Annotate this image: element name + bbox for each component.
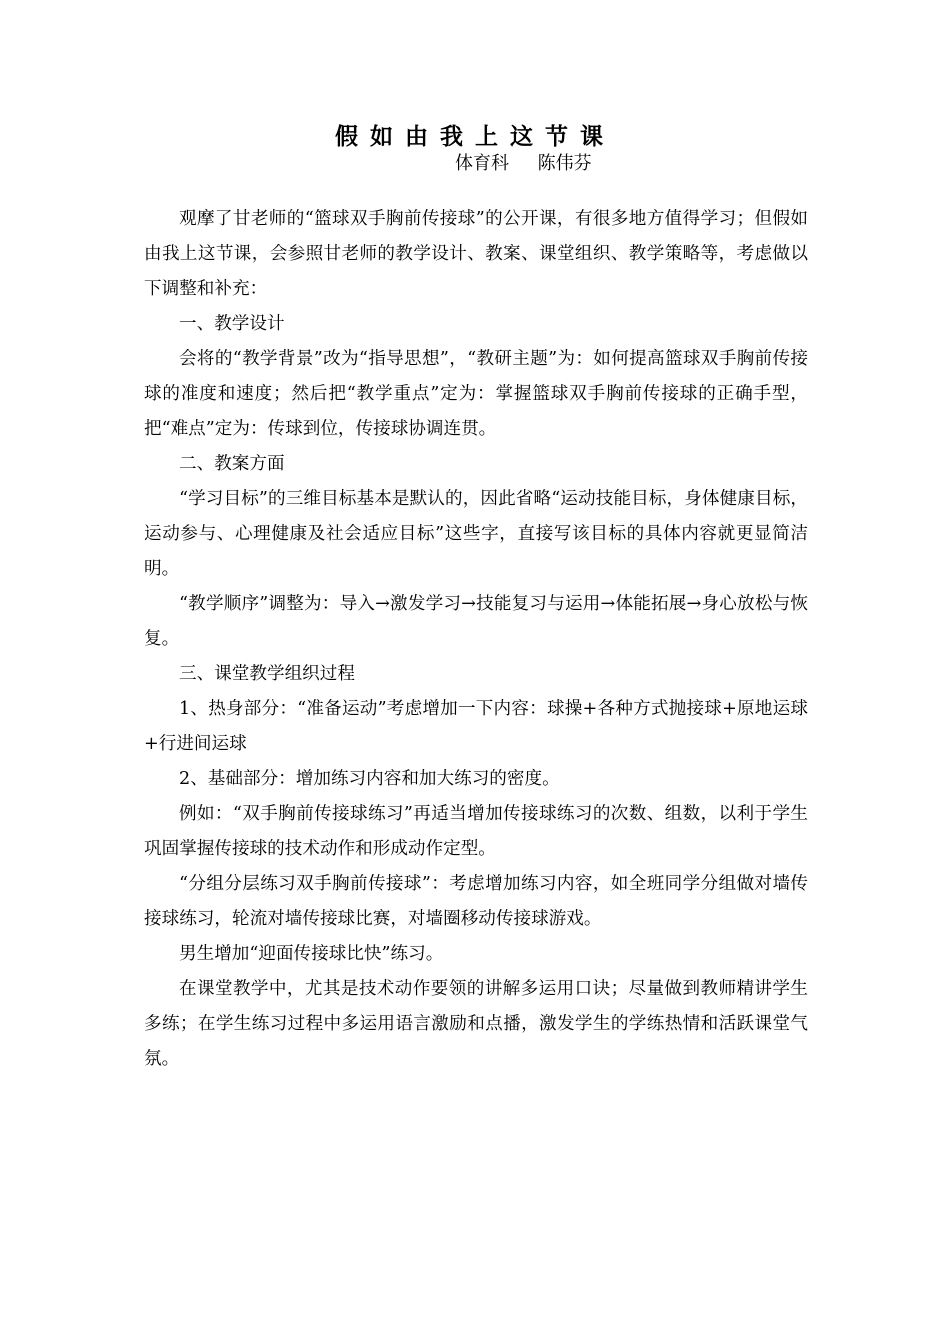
- paragraph-teaching-design: 会将的“教学背景”改为“指导思想”，“教研主题”为：如何提高篮球双手胸前传接球的准度和速度；然后把“教学重点”定为：掌握篮球双手胸前传接球的正确手型，把“难点”定为：传球到位，传接球协调连贯。: [144, 349, 808, 439]
- page-title: 假如由我上这节课: [335, 123, 615, 150]
- paragraph-example: 例如：“双手胸前传接球练习”再适当增加传接球练习的次数、组数，以利于学生巩固掌握传接球的技术动作和形成动作定型。: [144, 804, 808, 859]
- paragraph-conclusion: 在课堂教学中，尤其是技术动作要领的讲解多运用口诀；尽量做到教师精讲学生多练；在学生练习过程中多运用语言激励和点播，激发学生的学练热情和活跃课堂气氛。: [144, 979, 808, 1069]
- paragraph-learning-goals: “学习目标”的三维目标基本是默认的，因此省略“运动技能目标，身体健康目标，运动参与、心理健康及社会适应目标”这些字，直接写该目标的具体内容就更显简洁明。: [144, 489, 808, 579]
- paragraph-warmup: 1、热身部分：“准备运动”考虑增加一下内容：球操+各种方式抛接球+原地运球+行进间运球: [144, 699, 808, 754]
- heading-lesson-plan: 二、教案方面: [179, 454, 285, 474]
- paragraph-teaching-order: “教学顺序”调整为：导入→激发学习→技能复习与运用→体能拓展→身心放松与恢复。: [144, 594, 808, 649]
- heading-classroom-organization: 三、课堂教学组织过程: [179, 664, 355, 684]
- heading-teaching-design: 一、教学设计: [179, 314, 285, 334]
- paragraph-intro: 观摩了甘老师的“篮球双手胸前传接球”的公开课，有很多地方值得学习；但假如由我上这节课，会参照甘老师的教学设计、教案、课堂组织、教学策略等，考虑做以下调整和补充：: [144, 209, 808, 299]
- document-body: [144, 202, 808, 1077]
- author-line: 体育科 陈伟芬: [455, 153, 592, 174]
- paragraph-basic-part: 2、基础部分：增加练习内容和加大练习的密度。: [179, 769, 560, 789]
- paragraph-boys-practice: 男生增加“迎面传接球比快”练习。: [179, 944, 444, 964]
- paragraph-group-practice: “分组分层练习双手胸前传接球”：考虑增加练习内容，如全班同学分组做对墙传接球练习，轮流对墙传接球比赛，对墙圈移动传接球游戏。: [144, 874, 808, 929]
